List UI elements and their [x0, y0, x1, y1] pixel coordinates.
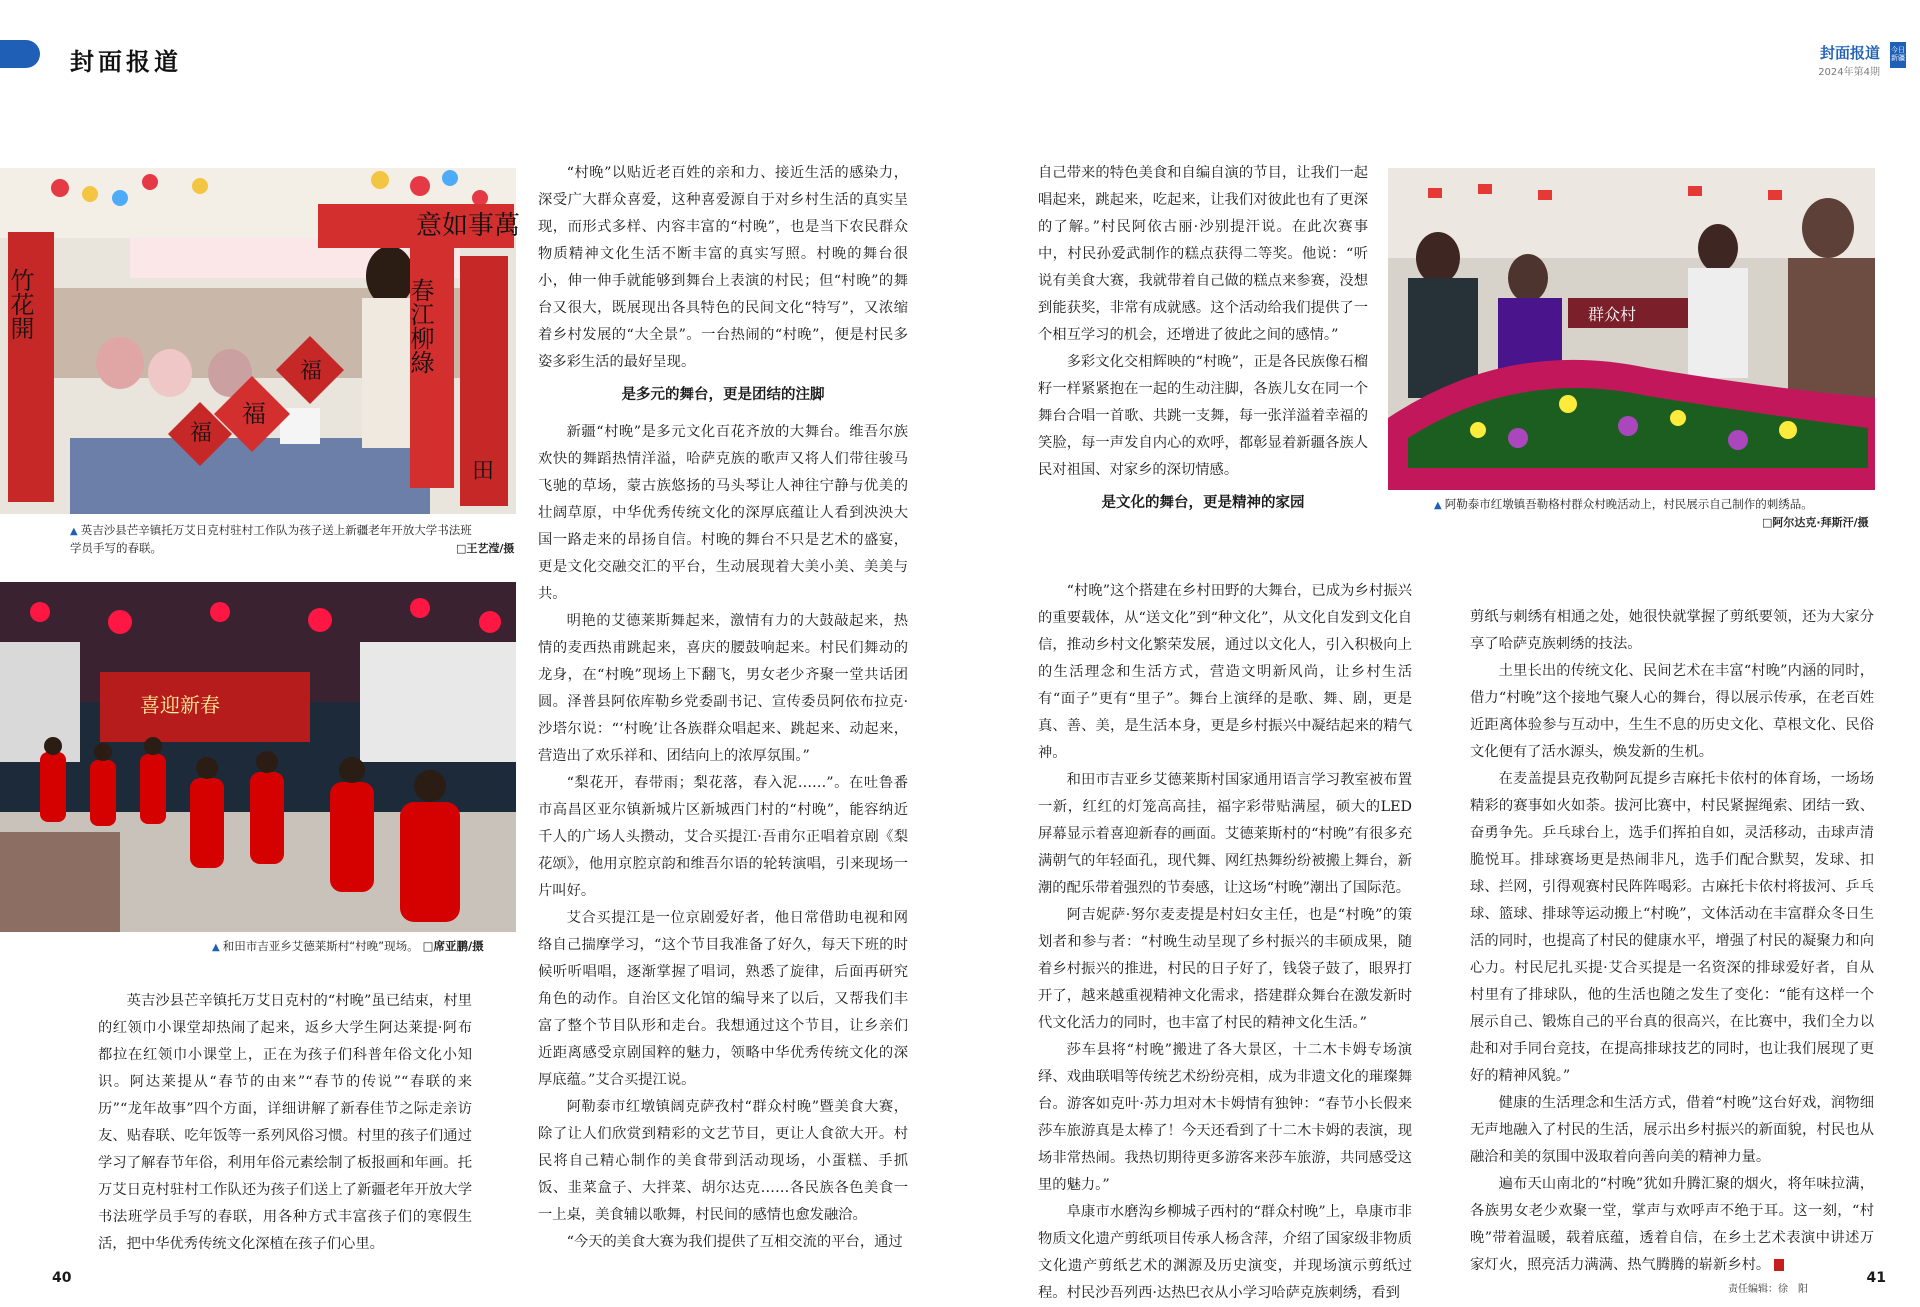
section-title: 封面报道	[70, 48, 182, 76]
photo-3-caption	[1434, 496, 1884, 514]
paragraph: “今天的美食大赛为我们提供了互相交流的平台，通过	[566, 1234, 903, 1250]
subheading-diverse-stage: 是多元的舞台，更是团结的注脚	[621, 387, 825, 403]
paragraph: 新疆“村晚”是多元文化百花齐放的大舞台。维吾尔族欢快的舞蹈热情洋溢，哈萨克族的歌声又将人们带往骏马飞驰的草场，蒙古族悠扬的马头琴让人神往宁静与优美的壮阔草原，中华优秀传统文化的深厚底蕴让人看到泱泱大国一路走来的昂扬自信。村晚的舞台不只是艺术的盛宴，更是文化交融交汇的平台，生动展现着大美小美、美美与共。	[538, 424, 908, 602]
paragraph	[1470, 1171, 1874, 1279]
venue-banner-text: 群众村	[1588, 305, 1637, 324]
sign-tian: 田	[472, 459, 495, 484]
photo-1-credit: □王艺滢/摄	[456, 542, 515, 555]
paragraph: “梨花开，春带雨；梨花落，春入泥……”。在吐鲁番市高昌区亚尔镇新城片区新城西门村的“村晚”，能容纳近千人的广场人头攒动，艾合买提江·吾甫尔正唱着京剧《梨花颂》，他用京腔京韵和维吾尔语的轮转演唱，引来现场一片叫好。	[538, 775, 908, 899]
photo-2-credit: □席亚鹏/摄	[422, 939, 484, 953]
paragraph: 多彩文化交相辉映的“村晚”，正是各民族像石榴籽一样紧紧抱在一起的生动注脚，各族儿女在同一个舞台合唱一首歌、共跳一支舞，每一张洋溢着幸福的笑脸，每一声发自内心的欢呼，都彰显着新疆各族人民对祖国、对家乡的深切情感。	[1038, 354, 1368, 478]
caption-triangle-icon: ▲	[212, 942, 220, 953]
paragraph: 莎车县将“村晚”搬进了各大景区，十二木卡姆专场演绎、戏曲联唱等传统艺术纷纷亮相，成为非遗文化的璀璨舞台。游客如克叶·苏力坦对木卡姆情有独钟：“春节小长假来莎车旅游真是太棒了！今天还看到了十二木卡姆的表演，现场非常热闹。我热切期待更多游客来莎车旅游，共同感受这里的魅力。”	[1038, 1042, 1412, 1193]
paragraph: 阿吉妮萨·努尔麦麦提是村妇女主任，也是“村晚”的策划者和参与者：“村晚生动呈现了乡村振兴的丰硕成果，随着乡村振兴的推进，村民的日子好了，钱袋子鼓了，眼界打开了，越来越重视精神文化需求，搭建群众舞台在激发新时代文化活力的同时，也丰富了村民的精神文化生活。”	[1038, 907, 1412, 1031]
column-1-body	[98, 988, 472, 1250]
sign-fu-3: 福	[300, 359, 323, 384]
sign-left-couplet: 竹花開	[6, 268, 34, 340]
paragraph: 英吉沙县芒辛镇托万艾日克村的“村晚”虽已结束，村里的红领巾小课堂却热闹了起来，返乡大学生阿达莱提·阿布都拉在红领巾小课堂上，正在为孩子们科普年俗文化小知识。阿达莱提从“春节的由来”“春节的传说”“春联的来历”“龙年故事”四个方面，详细讲解了新春佳节之际走亲访友、贴春联、吃年饭等一系列风俗习惯。村里的孩子们通过学习了解春节年俗，利用年俗元素绘制了板报画和年画。托万艾日克村驻村工作队还为孩子们送上了新疆老年开放大学书法班学员手写的春联，用各种方式丰富孩子们的寒假生活，把中华优秀传统文化深植在孩子们心里。	[98, 993, 472, 1252]
sign-top: 意如事萬	[416, 211, 521, 241]
paragraph: 阿勒泰市红墩镇阔克萨孜村“群众村晚”暨美食大赛，除了让人们欣赏到精彩的文艺节目，更让人食欲大开。村民将自己精心制作的美食带到活动现场，小蛋糕、手抓饭、韭菜盒子、大拌菜、胡尔达克……各民族各色美食一一上桌，美食辅以歌舞，村民间的感情也愈发融洽。	[538, 1099, 908, 1223]
issue-label: 2024年第4期	[1818, 67, 1880, 78]
magazine-logo-badge: 今日新疆	[1890, 42, 1906, 68]
led-screen-text: 喜迎新春	[140, 693, 220, 717]
photo-2-caption-text: 和田市吉亚乡艾德莱斯村“村晚”现场。	[222, 939, 419, 953]
photo-embroidery-display	[1388, 168, 1875, 490]
column-3-bottom-body	[1038, 578, 1412, 1301]
paragraph: 健康的生活理念和生活方式，借着“村晚”这台好戏，润物细无声地融入了村民的生活，展示出乡村振兴的新面貌，村民也从融洽和美的氛围中汲取着向善向美的精神力量。	[1470, 1095, 1874, 1165]
paragraph: 自己带来的特色美食和自编自演的节目，让我们一起唱起来，跳起来，吃起来，让我们对彼此也有了更深的了解。”村民阿依古丽·沙别提汗说。在此次赛事中，村民孙爱武制作的糕点获得二等奖。他说：“听说有美食大赛，我就带着自己做的糕点来参赛，没想到能获奖，非常有成就感。这个活动给我们提供了一个相互学习的机会，还增进了彼此之间的感情。”	[1038, 165, 1368, 343]
paragraph: 明艳的艾德莱斯舞起来，激情有力的大鼓敲起来，热情的麦西热甫跳起来，喜庆的腰鼓响起来。村民们舞动的龙身，在“村晚”现场上下翻飞，男女老少齐聚一堂共话团圆。泽普县阿依库勒乡党委副书记、宣传委员阿依布拉克·沙塔尔说：“‘村晚’让各族群众唱起来、跳起来、动起来，营造出了欢乐祥和、团结向上的浓厚氛围。”	[538, 613, 908, 764]
responsible-editor: 责任编辑：徐 阳	[1728, 1284, 1808, 1295]
article-end-mark-icon	[1774, 1259, 1784, 1271]
paragraph: “村晚”以贴近老百姓的亲和力、接近生活的感染力，深受广大群众喜爱，这种喜爱源自于对乡村生活的真实呈现，而形式多样、内容丰富的“村晚”，也是当下农民群众物质精神文化生活不断丰富的真实写照。村晚的舞台很小，伸一伸手就能够到舞台上表演的村民；但“村晚”的舞台又很大，既展现出各具特色的民间文化“特写”，又浓缩着乡村发展的“大全景”。一台热闹的“村晚”，便是村民多姿多彩生活的最好呈现。	[538, 165, 908, 370]
closing-paragraph-text: 遍布天山南北的“村晚”犹如升腾汇聚的烟火，将年味拉满，各族男女老少欢聚一堂，掌声与欢呼声不绝于耳。这一刻，“村晚”带着温暖，载着底蕴，透着自信，在乡土艺术表演中讲述万家灯火，照亮活力满满、热气腾腾的崭新乡村。	[1470, 1176, 1874, 1273]
paragraph: 土里长出的传统文化、民间艺术在丰富“村晚”内涵的同时，借力“村晚”这个接地气聚人心的舞台，得以展示传承，在老百姓近距离体验参与互动中，生生不息的历史文化、草根文化、民俗文化便有了活水源头，焕发新的生机。	[1470, 663, 1874, 760]
photo-3-credit: □阿尔达克·拜斯汗/摄	[1762, 516, 1869, 529]
photo-3-caption-text: 阿勒泰市红墩镇吾勒格村群众村晚活动上，村民展示自己制作的刺绣品。	[1444, 497, 1813, 511]
photo-1-caption-text: 英吉沙县芒辛镇托万艾日克村驻村工作队为孩子送上新疆老年开放大学书法班学员手写的春联。	[70, 523, 472, 555]
caption-triangle-icon: ▲	[1434, 500, 1442, 511]
paragraph: “村晚”这个搭建在乡村田野的大舞台，已成为乡村振兴的重要载体，从“送文化”到“种文化”，从文化自发到文化自信，推动乡村文化繁荣发展，通过以文化人，引入积极向上的生活理念和生活方式，营造文明新风尚，让乡村生活有“面子”更有“里子”。舞台上演绎的是歌、舞、剧，更是真、善、美，是生活本身，更是乡村振兴中凝结起来的精气神。	[1038, 583, 1412, 761]
photo-calligraphy-couplets	[0, 168, 521, 514]
section-tab-marker	[0, 40, 40, 68]
subheading-spiritual-home: 是文化的舞台，更是精神的家园	[1101, 495, 1305, 511]
paragraph: 艾合买提江是一位京剧爱好者，他日常借助电视和网络自己揣摩学习，“这个节目我准备了好久，每天下班的时候听听唱唱，逐渐掌握了唱词，熟悉了旋律，后面再研究角色的动作。自治区文化馆的编导来了以后，又帮我们丰富了整个节目队形和走台。我想通过这个节目，让乡亲们近距离感受京剧国粹的魅力，领略中华优秀传统文化的深厚底蕴。”艾合买提江说。	[538, 910, 908, 1088]
sign-fu-2: 福	[242, 400, 266, 428]
caption-triangle-icon: ▲	[70, 526, 78, 537]
paragraph: 在麦盖提县克孜勒阿瓦提乡吉麻托卡依村的体育场，一场场精彩的赛事如火如荼。拔河比赛中，村民紧握绳索、团结一致、奋勇争先。乒乓球台上，选手们挥拍自如，灵活移动，击球声清脆悦耳。排球赛场更是热闹非凡，选手们配合默契，发球、扣球、拦网，引得观赛村民阵阵喝彩。古麻托卡依村将拔河、乒乓球、篮球、排球等运动搬上“村晚”，文体活动在丰富群众冬日生活的同时，也提高了村民的健康水平，增强了村民的凝聚力和向心力。村民尼扎买提·艾合买提是一名资深的排球爱好者，自从村里有了排球队，他的生活也随之发生了变化：“能有这样一个展示自己、锻炼自己的平台真的很高兴，在比赛中，我们全力以赴和对手同台竞技，在提高排球技艺的同时，也让我们展现了更好的精神风貌。”	[1470, 771, 1874, 1084]
column-2-body	[538, 160, 908, 1260]
photo-2-caption	[212, 938, 512, 956]
photo-dance-performance	[0, 582, 516, 932]
brand-label: 封面报道	[1819, 44, 1880, 62]
sign-fu-1: 福	[190, 421, 213, 446]
photo-1-caption	[70, 522, 480, 557]
paragraph: 和田市吉亚乡艾德莱斯村国家通用语言学习教室被布置一新，红红的灯笼高高挂，福字彩带贴满屋，硕大的LED屏幕显示着喜迎新春的画面。艾德莱斯村的“村晚”有很多充满朝气的年轻面孔，现代舞、网红热舞纷纷被搬上舞台，新潮的配乐带着强烈的节奏感，让这场“村晚”潮出了国际范。	[1038, 772, 1412, 896]
sign-right-couplet: 春江柳綠	[406, 278, 434, 374]
magazine-brand-block	[1818, 42, 1880, 78]
column-3-top-body	[1038, 160, 1368, 570]
paragraph: 阜康市水磨沟乡柳城子西村的“群众村晚”上，阜康市非物质文化遗产剪纸项目传承人杨含萍，介绍了国家级非物质文化遗产剪纸艺术的渊源及历史演变，并现场演示剪纸过程。村民沙吾列西·达热巴衣从小学习哈萨克族刺绣，看到	[1038, 1204, 1412, 1301]
column-4-body	[1470, 604, 1874, 1273]
paragraph: 剪纸与刺绣有相通之处，她很快就掌握了剪纸要领，还为大家分享了哈萨克族刺绣的技法。	[1470, 609, 1874, 652]
page-number-right: 41	[1866, 1270, 1886, 1286]
page-number-left: 40	[52, 1270, 72, 1286]
